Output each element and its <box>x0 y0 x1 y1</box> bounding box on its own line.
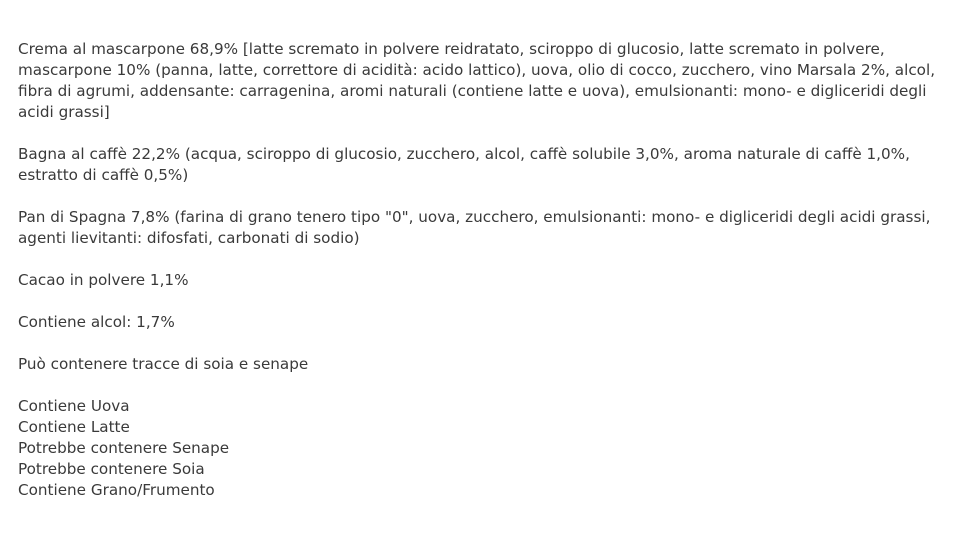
alcohol-content: Contiene alcol: 1,7% <box>18 313 175 331</box>
allergen-list <box>18 396 948 501</box>
allergen-item-uova: Contiene Uova <box>18 397 130 415</box>
allergen-item-grano: Contiene Grano/Frumento <box>18 481 215 499</box>
ingredient-paragraph-crema: Crema al mascarpone 68,9% [latte scremato in polvere reidratato, sciroppo di glucosio, latte scremato in polvere, mascarpone 10% (panna, latte, correttore di acidità: acido lattico), uova, olio di cocco, zucchero, vino Marsala 2%, alcol, fibra di agrumi, addensante: carragenina, aromi naturali (contiene latte e uova), emulsionanti: mono- e digliceridi degli acidi grassi] <box>18 40 936 121</box>
ingredient-paragraph-bagna: Bagna al caffè 22,2% (acqua, sciroppo di glucosio, zucchero, alcol, caffè solubile 3,0%, aroma naturale di caffè 1,0%, estratto di caffè 0,5%) <box>18 145 910 184</box>
allergen-item-senape: Potrebbe contenere Senape <box>18 439 230 457</box>
ingredient-paragraph-cacao: Cacao in polvere 1,1% <box>18 271 189 289</box>
allergen-item-soia: Potrebbe contenere Soia <box>18 460 205 478</box>
traces-warning: Può contenere tracce di soia e senape <box>18 355 309 373</box>
allergen-item-latte: Contiene Latte <box>18 418 130 436</box>
ingredient-paragraph-pan-di-spagna: Pan di Spagna 7,8% (farina di grano tenero tipo "0", uova, zucchero, emulsionanti: mono- e digliceridi degli acidi grassi, agenti lievitanti: difosfati, carbonati di sodio) <box>18 208 931 247</box>
ingredients-text-block <box>18 39 948 501</box>
